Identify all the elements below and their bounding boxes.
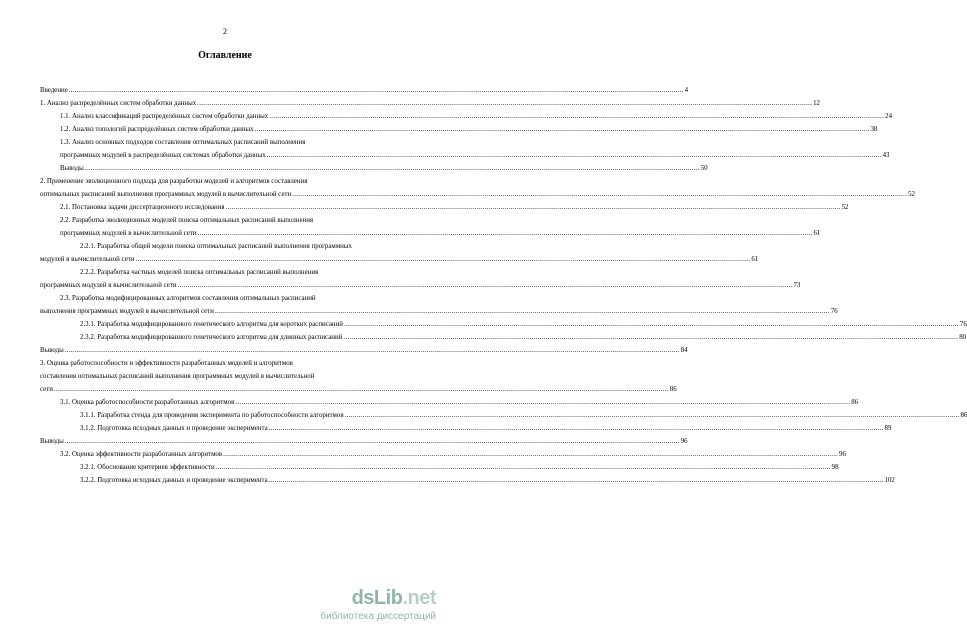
toc-entry-continued[interactable] [40,384,677,395]
page-number: 2 [223,27,227,36]
toc-entry-page: 86 [669,386,677,393]
toc-entry-page: 96 [839,451,846,458]
toc-entry-text: 1. Анализ распределённых систем обработки данных [40,100,197,107]
toc-entry[interactable] [60,111,893,122]
toc-entry[interactable] [80,332,967,343]
toc-entry-page: 73 [793,282,801,289]
toc-entry-text: модулей в вычислительной сети [40,256,135,263]
watermark [296,587,436,629]
toc-entry-text: 2.2.2. Разработка частных моделей поиска оптимальных расписаний выполнения [80,269,319,276]
toc-entry[interactable] [80,267,428,278]
toc-entry[interactable] [80,462,839,473]
toc-entry-continued[interactable] [40,254,759,265]
toc-entry[interactable] [40,98,820,109]
toc-entry[interactable] [60,202,849,213]
toc-entry-text: 1.3. Анализ основных подходов составления оптимальных расписаний выполнения [60,139,306,146]
toc-entry[interactable] [60,137,428,148]
toc-entry-text: составления оптимальных расписаний выполнения программных модулей в вычислительной [40,373,315,380]
toc-entry[interactable] [60,449,846,460]
toc-entry[interactable] [80,423,892,434]
toc-entry-page: 61 [751,256,759,263]
toc-entry-text: 2.3.2. Разработка модифицированного генетического алгоритма для длинных расписаний [80,334,343,341]
toc-entry-text: 3.1.1. Разработка стенда для проведения эксперимента по работоспособности алгоритмов [80,412,344,419]
toc-entry-text: программных модулей в вычислительной сети [60,230,197,237]
toc-entry-text: 3.1. Оценка работоспособности разработанных алгоритмов [60,399,235,406]
toc-entry-page: 102 [884,477,895,484]
toc-entry[interactable] [60,124,878,135]
toc-entry-text: программных модулей в вычислительной сети [40,282,177,289]
toc-entry-page: 52 [908,191,915,198]
toc-entry-page: 50 [700,165,708,172]
toc-entry-page: 12 [813,100,820,107]
toc-entry-text: 3.1.2. Подготовка исходных данных и проведение эксперимента [80,425,268,432]
toc-entry-continued[interactable] [60,150,890,161]
watermark-logo [352,587,436,610]
toc-entry[interactable] [60,163,708,174]
toc-entry-page: 4 [684,87,689,94]
toc-entry-page: 61 [813,230,821,237]
toc-title: Оглавление [198,50,252,61]
toc-entry-page: 89 [884,425,892,432]
toc-entry-continued[interactable] [60,228,821,239]
toc-entry-text: сети [40,386,53,393]
toc-entry-page: 84 [680,347,688,354]
toc-entry-page: 76 [830,308,838,315]
toc-entry-text: 3. Оценка работоспособности и эффективности разработанных моделей и алгоритмов [40,360,293,367]
toc-entry-continued[interactable] [40,189,915,200]
toc-entry[interactable] [80,475,895,486]
toc-entry-page: 98 [831,464,839,471]
toc-entry-page: 96 [680,438,688,445]
toc-entry-text: 1.2. Анализ топологий распределённых систем обработки данных [60,126,254,133]
toc-entry[interactable] [60,215,428,226]
toc-entry-text: 3.2. Оценка эффективности разработанных алгоритмов [60,451,223,458]
toc-entry-page: 86 [960,412,967,419]
toc-entry-page: 43 [882,152,890,159]
toc-entry[interactable] [60,293,428,304]
toc-entry[interactable] [40,345,688,356]
toc-entry[interactable] [40,436,688,447]
watermark-logo-tld: .net [402,587,436,609]
toc-entry-text: оптимальных расписаний выполнения программных модулей в вычислительной сети [40,191,292,198]
toc-entry-page: 80 [959,334,967,341]
toc-entry[interactable] [80,410,967,421]
toc-entry-text: 3.2.2. Подготовка исходных данных и проведение эксперимента [80,477,268,484]
toc-entry-text: 2.1. Постановка задачи диссертационного исследования [60,204,225,211]
watermark-logo-main: dsLib [351,587,403,609]
toc-entry-text: Выводы [40,347,64,354]
toc-entry[interactable] [60,397,859,408]
toc-entry-text: 2.2. Разработка эволюционных моделей поиска оптимальных расписаний выполнения [60,217,314,224]
toc-entry-page: 76 [959,321,967,328]
toc-entry-text: 3.2.1. Обоснование критериев эффективности [80,464,215,471]
toc-entry-text: 2.2.1. Разработка общей модели поиска оптимальных расписаний выполнения программных [80,243,352,250]
toc-entry[interactable] [80,241,428,252]
toc-entry-text: Выводы [40,438,64,445]
toc-entry-page: 52 [841,204,849,211]
toc-entry-text: 2.3.1. Разработка модифицированного генетического алгоритма для коротких расписаний [80,321,343,328]
toc-entry[interactable] [80,319,967,330]
toc-entry-page: 86 [851,399,859,406]
toc-entry[interactable] [40,358,428,369]
toc-entry[interactable] [40,176,428,187]
toc-entry-continued[interactable] [40,306,838,317]
toc-entry-continued[interactable] [40,371,428,382]
toc-entry-text: Введение [40,87,68,94]
watermark-subtitle: библиотека диссертаций [320,611,436,622]
toc-entry-page: 38 [870,126,878,133]
toc-entry-continued[interactable] [40,280,801,291]
toc-entry-text: 2. Применение эволюционного подхода для разработки моделей и алгоритмов составления [40,178,308,185]
toc-entry-text: выполнения программных модулей в вычислительной сети [40,308,214,315]
toc-entry-text: 1.1. Анализ классификаций распределённых систем обработки данных [60,113,269,120]
toc-entry-text: Выводы [60,165,84,172]
toc-entry-text: 2.3. Разработка модифицированных алгоритмов составления оптимальных расписаний [60,295,316,302]
toc-entry-text: программных модулей в распределённых системах обработки данных [60,152,266,159]
toc-entry-page: 24 [885,113,893,120]
toc-entry[interactable] [40,85,689,96]
